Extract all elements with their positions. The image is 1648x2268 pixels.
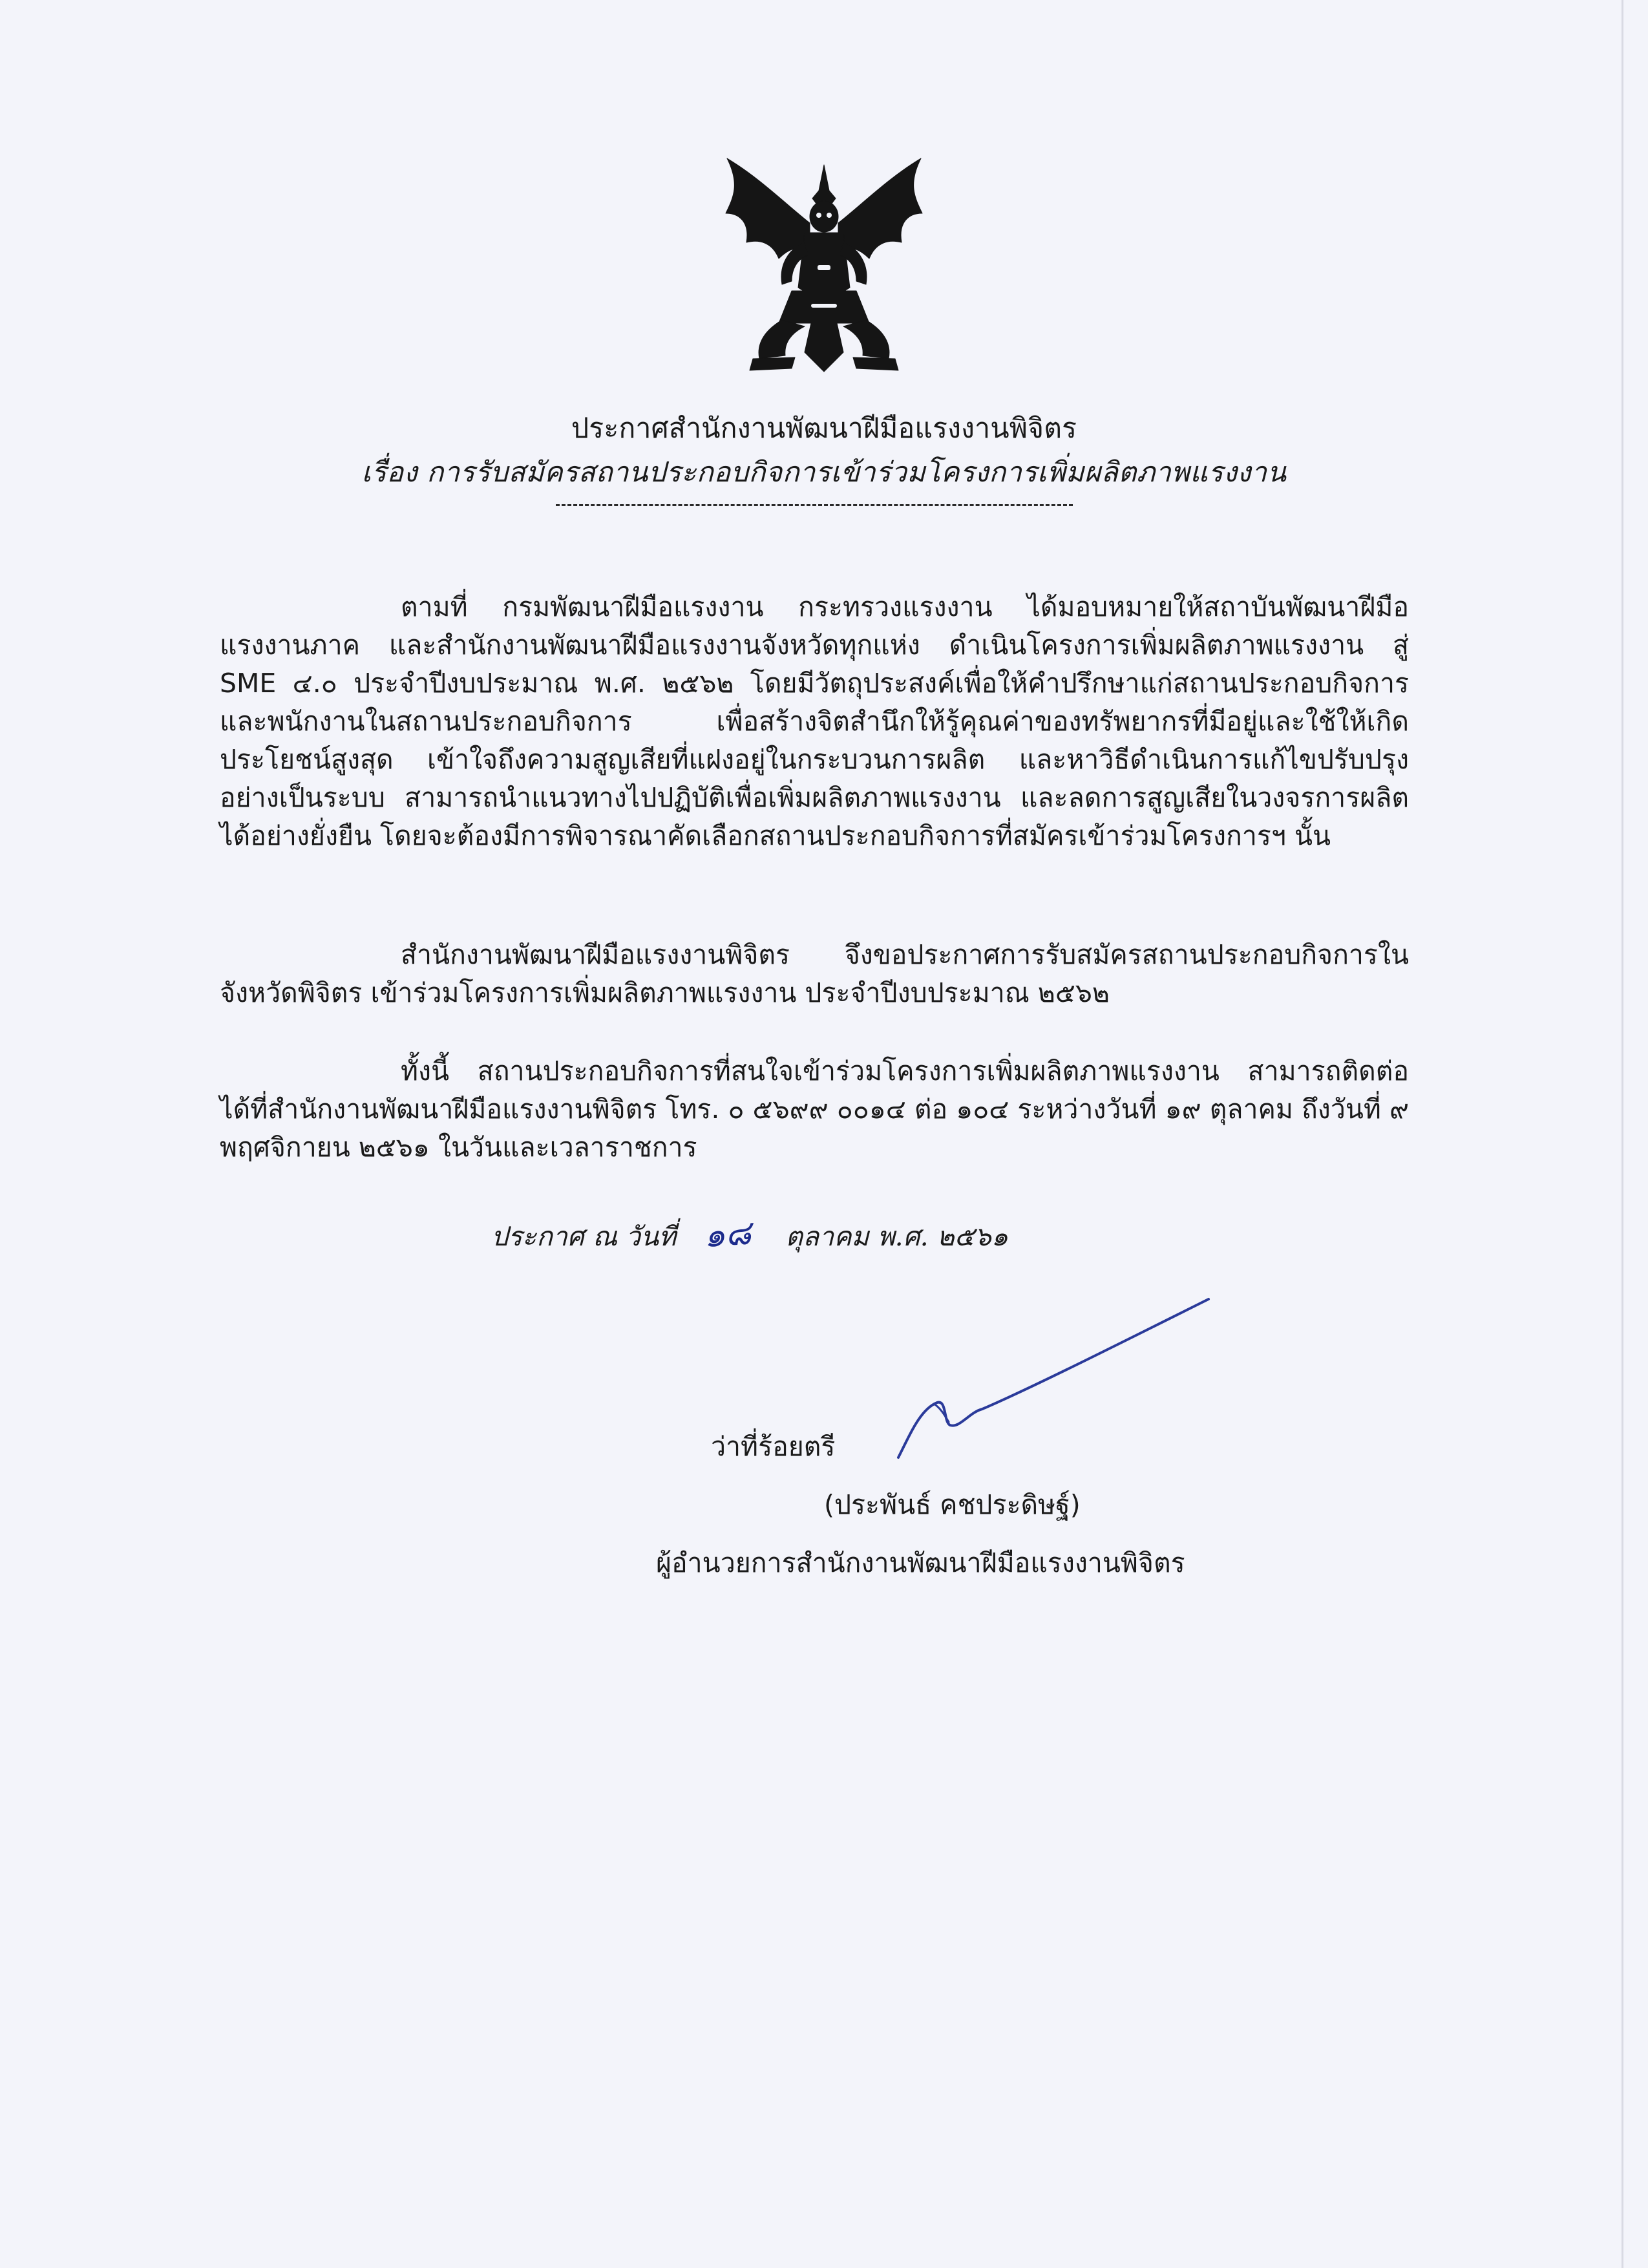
handwritten-signature — [885, 1293, 1221, 1480]
body-paragraph-3: ทั้งนี้ สถานประกอบกิจการที่สนใจเข้าร่วมโครงการเพิ่มผลิตภาพแรงงาน สามารถติดต่อได้ที่สำนักงานพัฒนาฝีมือแรงงานพิจิตร โทร. ๐ ๕๖๙๙ ๐๐๑๔ ต่อ ๑๐๔ ระหว่างวันที่ ๑๙ ตุลาคม ถึงวันที่ ๙ พฤศจิกายน ๒๕๖๑ ในวันและเวลาราชการ — [220, 1055, 1409, 1163]
title-divider — [556, 504, 1073, 506]
date-month-year: ตุลาคม พ.ศ. ๒๕๖๑ — [785, 1221, 1008, 1252]
signatory-name: (ประพันธ์ คชประดิษฐ์) — [824, 1489, 1081, 1520]
announcement-title: ประกาศสำนักงานพัฒนาฝีมือแรงงานพิจิตร — [571, 412, 1077, 445]
date-prefix: ประกาศ ณ วันที่ — [491, 1221, 677, 1252]
garuda-emblem-icon — [714, 152, 934, 385]
date-day-handwritten: ๑๘ — [703, 1213, 753, 1256]
scan-edge — [1622, 0, 1623, 2268]
body-paragraph-1: ตามที่ กรมพัฒนาฝีมือแรงงาน กระทรวงแรงงาน ได้มอบหมายให้สถาบันพัฒนาฝีมือแรงงานภาค และสำนักงานพัฒนาฝีมือแรงงานจังหวัดทุกแห่ง ดำเนินโครงการเพิ่มผลิตภาพแรงงาน สู่ SME ๔.๐ ประจำปีงบประมาณ พ.ศ. ๒๕๖๒ โดยมีวัตถุประสงค์เพื่อให้คำปรึกษาแก่สถานประกอบกิจการและพนักงานในสถานประกอบกิจการ เพื่อสร้างจิตสำนึกให้รู้คุณค่าของทรัพยากรที่มีอยู่และใช้ให้เกิดประโยชน์สูงสุด เข้าใจถึงความสูญเสียที่แฝงอยู่ในกระบวนการผลิต และหาวิธีดำเนินการแก้ไขปรับปรุงอย่างเป็นระบบ สามารถนำแนวทางไปปฏิบัติเพื่อเพิ่มผลิตภาพแรงงาน และลดการสูญเสียในวงจรการผลิตได้อย่างยั่งยืน โดยจะต้องมีการพิจารณาคัดเลือกสถานประกอบกิจการที่สมัครเข้าร่วมโครงการฯ นั้น — [220, 591, 1409, 851]
signatory-rank: ว่าที่ร้อยตรี — [711, 1431, 836, 1462]
announcement-date — [491, 1213, 1008, 1256]
signatory-position: ผู้อำนวยการสำนักงานพัฒนาฝีมือแรงงานพิจิตร — [656, 1547, 1185, 1578]
announcement-subject: เรื่อง การรับสมัครสถานประกอบกิจการเข้าร่วมโครงการเพิ่มผลิตภาพแรงงาน — [361, 456, 1287, 489]
body-paragraph-2: สำนักงานพัฒนาฝีมือแรงงานพิจิตร จึงขอประกาศการรับสมัครสถานประกอบกิจการในจังหวัดพิจิตร เข้าร่วมโครงการเพิ่มผลิตภาพแรงงาน ประจำปีงบประมาณ ๒๕๖๒ — [220, 939, 1409, 1008]
